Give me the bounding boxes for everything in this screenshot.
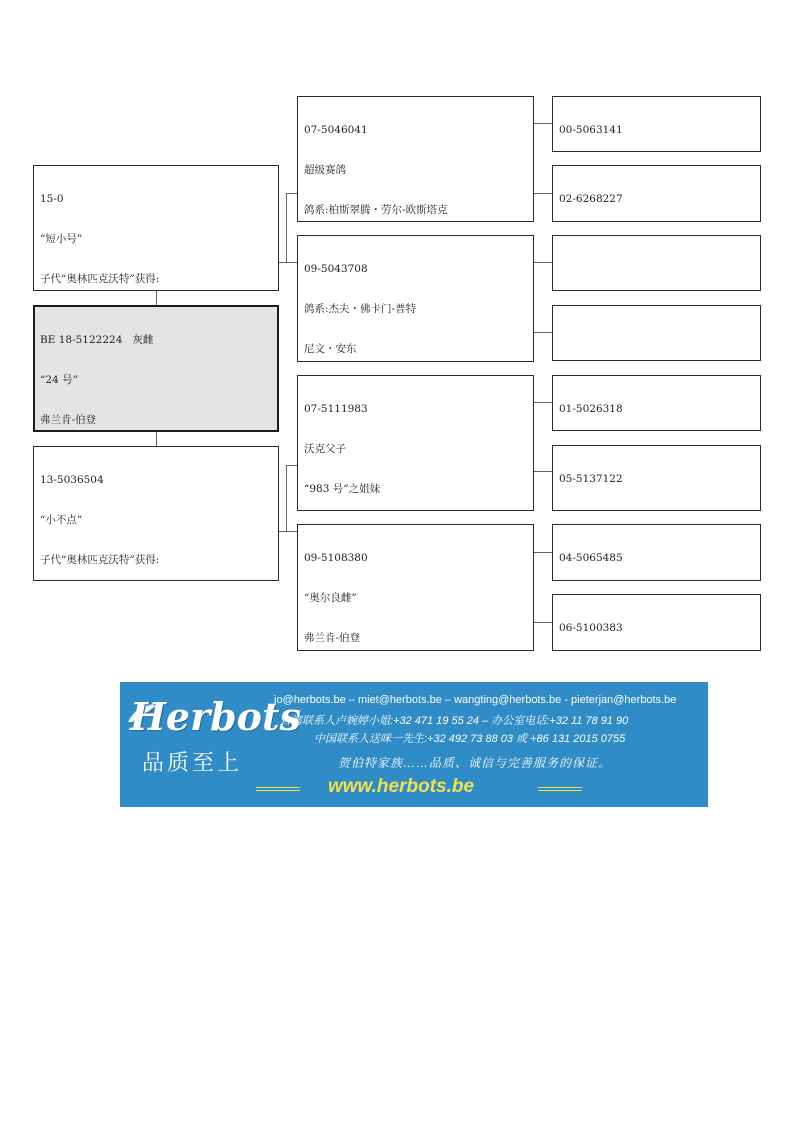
pigeon-name: “小不点” (40, 514, 83, 527)
ring-number: 13-5036504 (40, 474, 104, 487)
herbots-logo: Herbots (130, 694, 301, 739)
ring-number: 01-5026318 (559, 403, 623, 416)
divider (538, 790, 582, 791)
pedigree-note: 鸽系:柏斯翠腾・劳尔-欧斯塔克 (304, 203, 448, 216)
connector (278, 531, 297, 532)
ring-number: 15-0 (40, 193, 64, 206)
pedigree-note: 鸽系:杰夫・佛卡门-普特 (304, 303, 417, 316)
ring-number: 09-5043708 (304, 263, 368, 276)
slogan: 品质至上 (142, 751, 243, 776)
herbots-banner (120, 682, 708, 807)
dam-dam-card (297, 524, 534, 651)
connector (533, 402, 552, 403)
connector (533, 332, 552, 333)
great-grandparent-card-4 (552, 305, 761, 361)
pedigree-note: 子代“奥林匹克沃特”获得: (40, 272, 160, 285)
connector (533, 471, 552, 472)
great-grandparent-card-8 (552, 594, 761, 651)
connector (278, 262, 297, 263)
dam-card (33, 446, 279, 581)
ring-number: 09-5108380 (304, 552, 368, 565)
subject-card (33, 305, 279, 432)
pigeon-name: “24 号” (40, 374, 78, 387)
connector (533, 552, 552, 553)
sire-dam-card (297, 235, 534, 362)
contact-phone-china: 中国联系人送咪一先生:+32 492 73 88 03 或 +86 131 2015 0755 (314, 733, 626, 745)
great-grandparent-card-3 (552, 235, 761, 291)
pigeon-name: “奥尔良雌” (304, 592, 357, 605)
connector (286, 193, 297, 194)
website-link[interactable]: www.herbots.be (328, 776, 475, 797)
great-grandparent-card-2 (552, 165, 761, 222)
great-grandparent-card-6 (552, 445, 761, 511)
guarantee-text: 贺伯特家族……品质、诚信与完善服务的保证。 (338, 756, 612, 770)
pigeon-name: “短小号” (40, 233, 83, 246)
ring-number: BE 18-5122224 灰雌 (40, 334, 154, 347)
ring-number: 00-5063141 (559, 124, 623, 137)
pedigree-note: “983 号”之姐妹 (304, 482, 381, 495)
connector (533, 193, 552, 194)
great-grandparent-card-5 (552, 375, 761, 431)
breeder: 沃克父子 (304, 443, 346, 456)
pedigree-note: 子代“奥林匹克沃特”获得: (40, 553, 160, 566)
pedigree-note: 超级赛鸽 (304, 164, 346, 177)
connector (286, 465, 287, 531)
connector (286, 193, 287, 262)
ring-number: 07-5046041 (304, 124, 368, 137)
breeder: 尼文・安东 (304, 342, 357, 355)
breeder: 弗兰肯-伯登 (304, 631, 361, 644)
ring-number: 02-6268227 (559, 193, 623, 206)
ring-number: 07-5111983 (304, 403, 368, 416)
contact-emails[interactable]: jo@herbots.be – miet@herbots.be – wangting@herbots.be - pieterjan@herbots.be (274, 694, 677, 706)
connector (533, 622, 552, 623)
breeder: 弗兰肯-伯登 (40, 413, 97, 426)
ring-number: 04-5065485 (559, 552, 623, 565)
connector (533, 262, 552, 263)
sire-card (33, 165, 279, 291)
divider (256, 790, 300, 791)
great-grandparent-card-1 (552, 96, 761, 152)
contact-phone-taiwan: 台湾联系人卢婉婷小姐:+32 471 19 55 24 – 办公室电话:+32 11 78 91 90 (280, 715, 629, 727)
ring-number: 05-5137122 (559, 473, 623, 486)
connector (533, 123, 552, 124)
connector (286, 465, 297, 466)
dam-sire-card (297, 375, 534, 511)
ring-number: 06-5100383 (559, 622, 623, 635)
connector (156, 290, 157, 306)
sire-sire-card (297, 96, 534, 222)
divider (256, 787, 300, 788)
divider (538, 787, 582, 788)
connector (156, 431, 157, 447)
great-grandparent-card-7 (552, 524, 761, 581)
